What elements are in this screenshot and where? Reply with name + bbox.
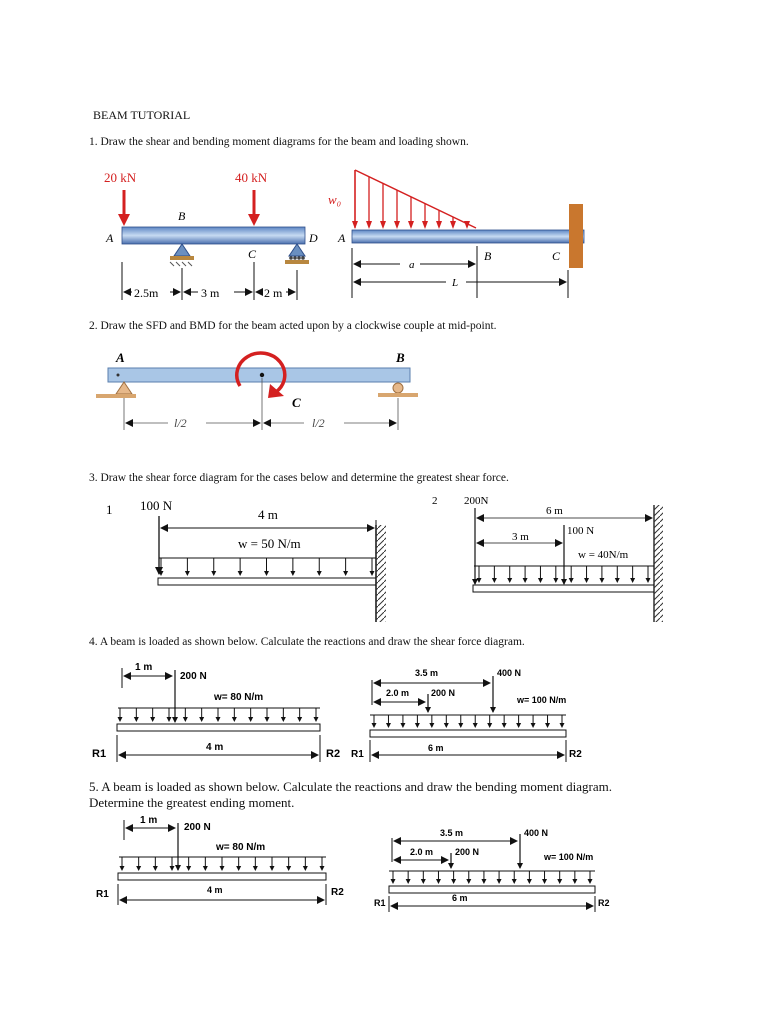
fig5a-udl-label: w= 80 N/m [216,842,266,853]
fig2-roller-support [378,383,418,397]
fig3b-load-2-label: 100 N [567,525,595,537]
fig1a-point-c: C [248,247,257,261]
fig5b-dim-1: 3.5 m [440,828,464,838]
question-5-line-2: Determine the greatest ending moment. [89,795,295,810]
question-3: 3. Draw the shear force diagram for the cases below and determine the greatest shear force. [89,472,509,484]
fig2-beam [108,368,410,382]
figure-4b-simply-supported [351,668,582,762]
fig5a-reaction-1: R1 [96,889,109,900]
fig1b-point-c: C [552,249,561,263]
figure-1a-simply-supported-beam [104,170,318,300]
fig4a-span-label: 4 m [206,742,224,753]
fig3b-sub-span-label: 3 m [512,531,529,543]
fig2-point-a: A [116,350,125,365]
fig5a-beam [118,873,326,880]
fig1a-pin-support [170,244,194,266]
fig1b-point-a: A [338,231,346,245]
figure-2-couple-beam [96,350,418,430]
fig4b-beam [370,730,566,737]
question-5-line-1: 5. A beam is loaded as shown below. Calculate the reactions and draw the bending moment diagram. [89,779,612,794]
fig4b-reaction-1: R1 [351,749,364,760]
question-2: 2. Draw the SFD and BMD for the beam acted upon by a clockwise couple at mid-point. [89,320,497,332]
fig1b-fixed-wall [569,204,583,268]
fig4b-load-1-label: 400 N [497,668,522,678]
fig2-half-span-1: l/2 [174,416,187,430]
fig5a-reaction-2: R2 [331,887,344,898]
fig3b-span-label: 6 m [546,505,563,517]
fig1a-dim-2: 3 m [201,286,220,300]
figure-3b-cantilever [432,495,663,622]
fig5b-reaction-2: R2 [598,898,610,908]
fig1a-load-mid-label: 40 kN [235,170,268,185]
question-4: 4. A beam is loaded as shown below. Calculate the reactions and draw the shear force diagram. [89,636,525,648]
fig4a-beam [117,724,320,731]
fig1a-dim-3: 2 m [264,286,283,300]
fig1b-beam [352,230,584,243]
fig1b-triangular-load [352,170,476,229]
fig1b-load-label: w₀ [328,192,342,207]
fig1a-arrow-mid [248,190,260,226]
fig5b-udl-label: w= 100 N/m [544,852,594,862]
fig2-midpoint [260,373,264,377]
fig1a-point-b: B [178,209,186,223]
fig1a-point-a: A [106,231,114,245]
fig4b-udl-arrows [372,715,565,728]
fig3b-udl-label: w = 40N/m [578,549,629,561]
fig1a-point-d: D [309,231,318,245]
fig1a-roller-support [285,244,309,264]
fig1a-load-left-label: 20 kN [104,170,137,185]
figure-4a-simply-supported [92,662,340,762]
fig1a-dim-1: 2.5m [134,286,159,300]
fig5b-dim-2: 2.0 m [410,847,434,857]
fig4a-udl-label: w= 80 N/m [214,692,264,703]
figure-5a-simply-supported [96,815,344,905]
fig1b-dim-l: L [452,277,459,289]
fig5b-span-label: 6 m [452,893,468,903]
fig1a-arrow-left [118,190,130,226]
fig3a-udl-label: w = 50 N/m [238,536,301,551]
fig3b-load-1-label: 200N [464,495,489,507]
question-1: 1. Draw the shear and bending moment diagrams for the beam and loading shown. [89,136,469,148]
fig4a-reaction-2: R2 [326,748,341,760]
fig2-dimension-lines [124,378,398,430]
fig5b-load-2-label: 200 N [455,847,480,857]
fig4b-dim-1: 3.5 m [415,668,439,678]
fig2-point-b: B [396,350,405,365]
fig3a-udl-arrows [159,558,375,576]
fig5a-dim-1: 1 m [140,815,158,826]
fig2-couple-label: C [292,395,301,410]
fig3b-beam [473,585,654,592]
fig1b-dim-a: a [409,259,415,271]
fig3b-number: 2 [432,495,438,507]
fig4b-load-2-label: 200 N [431,688,456,698]
fig5b-beam [389,886,595,893]
fig4a-dim-1: 1 m [135,662,153,673]
fig4a-udl-arrows [118,708,319,722]
fig4b-udl-label: w= 100 N/m [517,695,567,705]
fig4b-span-label: 6 m [428,743,444,753]
fig3a-point-load-label: 100 N [140,498,173,513]
figure-3a-cantilever [106,498,386,622]
fig1b-point-b: B [484,249,492,263]
fig2-pin-support [96,382,136,398]
fig5a-load-label: 200 N [184,822,211,833]
fig4b-dim-2: 2.0 m [386,688,410,698]
figure-5b-simply-supported [374,828,610,912]
fig5a-span-label: 4 m [207,885,223,895]
fig3a-number: 1 [106,502,113,517]
fig4b-reaction-2: R2 [569,749,582,760]
fig3a-beam [158,578,376,585]
fig5b-udl-arrows [391,871,593,884]
fig4a-reaction-1: R1 [92,748,107,760]
document-title: BEAM TUTORIAL [93,108,191,122]
fig4a-load-label: 200 N [180,671,207,682]
fig5b-load-1-label: 400 N [524,828,549,838]
fig5b-reaction-1: R1 [374,898,386,908]
fig1a-beam [122,227,305,244]
fig2-half-span-2: l/2 [312,416,325,430]
fig3a-span-label: 4 m [258,507,278,522]
figure-1b-cantilever-triangular-load [328,170,584,298]
fig5a-udl-arrows [120,857,325,871]
fig1b-dimension-lines [352,246,568,298]
